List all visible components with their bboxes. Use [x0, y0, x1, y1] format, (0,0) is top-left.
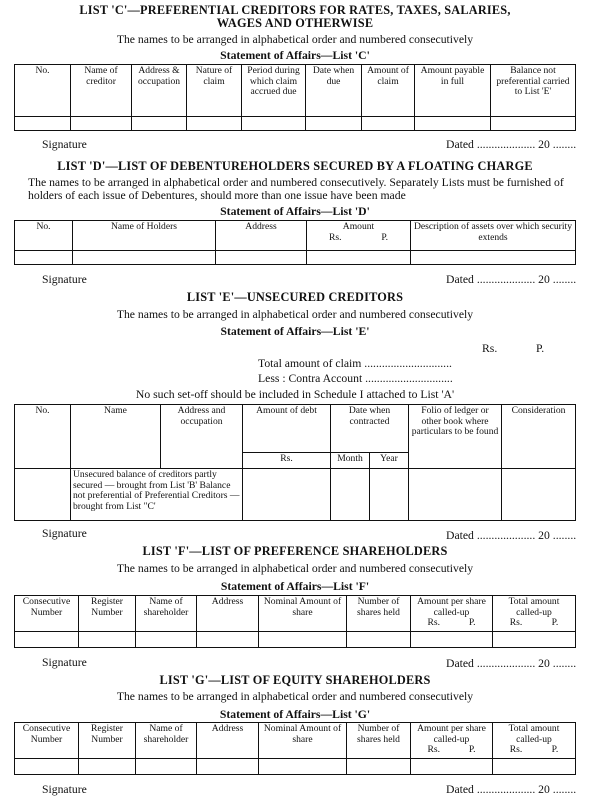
list-c-title: LIST 'C'—PREFERENTIAL CREDITORS FOR RATES, TAXES, SALARIES, [79, 3, 511, 17]
list-e-setoff-note: No such set-off should be included in Schedule I attached to List 'A' [135, 388, 455, 401]
list-e-rs-label: Rs. [482, 342, 498, 355]
col-balance-not-preferential: Balance not preferential carried to List 'E' [491, 65, 576, 117]
col-register-number: Register Number [79, 596, 136, 632]
list-g-blank-row [15, 759, 576, 775]
col-nature-of-claim: Nature of claim [187, 65, 242, 117]
col-name-of-shareholder: Name of shareholder [136, 596, 197, 632]
col-consecutive-number: Consecutive Number [15, 723, 79, 759]
list-e-total-claim: Total amount of claim .............................. [258, 357, 452, 370]
year-label: Year [370, 453, 409, 469]
list-c-header-row [15, 65, 576, 117]
col-total-called-up [493, 596, 576, 632]
list-f-table [14, 595, 576, 648]
list-d-instruction: The names to be arranged in alphabetical order and numbered consecutively. Separately Lists must be furnished of holders of each issue of Debentures, should more than one issue have been made [28, 176, 564, 202]
col-name: Name [71, 405, 161, 469]
list-d-title: LIST 'D'—LIST OF DEBENTUREHOLDERS SECURED BY A FLOATING CHARGE [57, 159, 533, 173]
total-called-up-label: Total amount called-up [508, 723, 560, 745]
list-c-title-line2: WAGES AND OTHERWISE [216, 16, 374, 30]
list-c-table [14, 64, 576, 131]
rs-label: Rs. [509, 617, 523, 628]
col-no: No. [15, 65, 71, 117]
list-d-signature: Signature [42, 273, 87, 286]
list-g-table [14, 722, 576, 775]
col-amount-payable: Amount payable in full [415, 65, 491, 117]
col-consideration: Consideration [502, 405, 576, 469]
col-nominal-amount: Nominal Amount of share [259, 723, 347, 759]
list-d-table [14, 220, 576, 265]
col-shares-held: Number of shares held [347, 596, 411, 632]
list-g-title: LIST 'G'—LIST OF EQUITY SHAREHOLDERS [159, 673, 431, 687]
list-f-header-row [15, 596, 576, 632]
rs-label: Rs. [509, 744, 523, 755]
list-e-less-contra: Less : Contra Account .............................. [258, 372, 453, 385]
list-e-header-row [15, 405, 576, 453]
list-f-title: LIST 'F'—LIST OF PREFERENCE SHAREHOLDERS [142, 544, 448, 558]
amount-p-label: P. [381, 231, 389, 243]
col-folio-ledger: Folio of ledger or other book where particulars to be found [409, 405, 502, 469]
month-label: Month [331, 453, 370, 469]
col-total-called-up [493, 723, 576, 759]
list-f-blank-row [15, 632, 576, 648]
list-f-instruction: The names to be arranged in alphabetical order and numbered consecutively [116, 562, 474, 575]
col-address-occupation: Address & occupation [132, 65, 187, 117]
col-consecutive-number: Consecutive Number [15, 596, 79, 632]
list-e-table [14, 404, 576, 521]
list-f-dated: Dated .................... 20 ........ [446, 657, 577, 670]
col-date-contracted: Date when contracted [331, 405, 409, 453]
col-address: Address [197, 723, 259, 759]
list-g-statement: Statement of Affairs—List 'G' [219, 708, 371, 721]
col-address: Address [216, 221, 307, 251]
list-f-statement: Statement of Affairs—List 'F' [220, 580, 370, 593]
list-e-dated: Dated .................... 20 ........ [446, 529, 577, 542]
col-no: No. [15, 405, 71, 469]
list-e-statement: Statement of Affairs—List 'E' [220, 325, 370, 338]
list-g-header-row [15, 723, 576, 759]
unsecured-balance-note: Unsecured balance of creditors partly secured — brought from List 'B' Balance not preferential of Preferential Creditors — brought from List "C' [71, 469, 243, 521]
amount-per-share-label: Amount per share called-up [417, 596, 486, 618]
col-register-number: Register Number [79, 723, 136, 759]
col-no: No. [15, 221, 73, 251]
col-address: Address [197, 596, 259, 632]
col-amount-per-share [411, 596, 493, 632]
list-g-instruction: The names to be arranged in alphabetical order and numbered consecutively [116, 690, 474, 703]
col-amount-of-debt: Amount of debt [243, 405, 331, 453]
rs-label: Rs. [427, 617, 440, 628]
total-called-up-label: Total amount called-up [508, 596, 560, 618]
col-amount-per-share [411, 723, 493, 759]
list-c-blank-row [15, 117, 576, 131]
col-amount-of-claim: Amount of claim [362, 65, 415, 117]
col-amount [307, 221, 411, 251]
list-g-signature: Signature [42, 783, 87, 796]
list-e-instruction: The names to be arranged in alphabetical order and numbered consecutively [116, 308, 474, 321]
amount-label: Amount [342, 221, 375, 232]
amount-rs-label: Rs. [328, 231, 342, 243]
debt-rs-label: Rs. [243, 453, 331, 469]
list-d-dated: Dated .................... 20 ........ [446, 273, 577, 286]
list-e-title: LIST 'E'—UNSECURED CREDITORS [186, 290, 404, 304]
col-description-assets: Description of assets over which security extends [411, 221, 576, 251]
list-c-signature: Signature [42, 138, 87, 151]
amount-per-share-label: Amount per share called-up [417, 723, 486, 745]
list-d-header-row [15, 221, 576, 251]
p-label: P. [468, 744, 476, 755]
list-e-p-label: P. [536, 342, 545, 355]
list-c-statement: Statement of Affairs—List 'C' [220, 49, 370, 62]
col-name-of-holders: Name of Holders [73, 221, 216, 251]
p-label: P. [551, 617, 559, 628]
list-e-signature: Signature [42, 527, 87, 540]
list-c-instruction: The names to be arranged in alphabetical order and numbered consecutively [116, 33, 474, 46]
rs-label: Rs. [427, 744, 440, 755]
list-d-statement: Statement of Affairs—List 'D' [220, 205, 370, 218]
col-date-when-due: Date when due [306, 65, 362, 117]
col-address-occupation: Address and occupation [161, 405, 243, 469]
col-period-claim: Period during which claim accrued due [242, 65, 306, 117]
list-c-dated: Dated .................... 20 ........ [446, 138, 577, 151]
col-nominal-amount: Nominal Amount of share [259, 596, 347, 632]
p-label: P. [468, 617, 476, 628]
col-shares-held: Number of shares held [347, 723, 411, 759]
p-label: P. [551, 744, 559, 755]
col-name-of-shareholder: Name of shareholder [136, 723, 197, 759]
list-f-signature: Signature [42, 656, 87, 669]
list-d-blank-row [15, 251, 576, 265]
col-name-of-creditor: Name of creditor [71, 65, 132, 117]
list-g-dated: Dated .................... 20 ........ [446, 783, 577, 796]
list-e-body-row [15, 469, 576, 521]
